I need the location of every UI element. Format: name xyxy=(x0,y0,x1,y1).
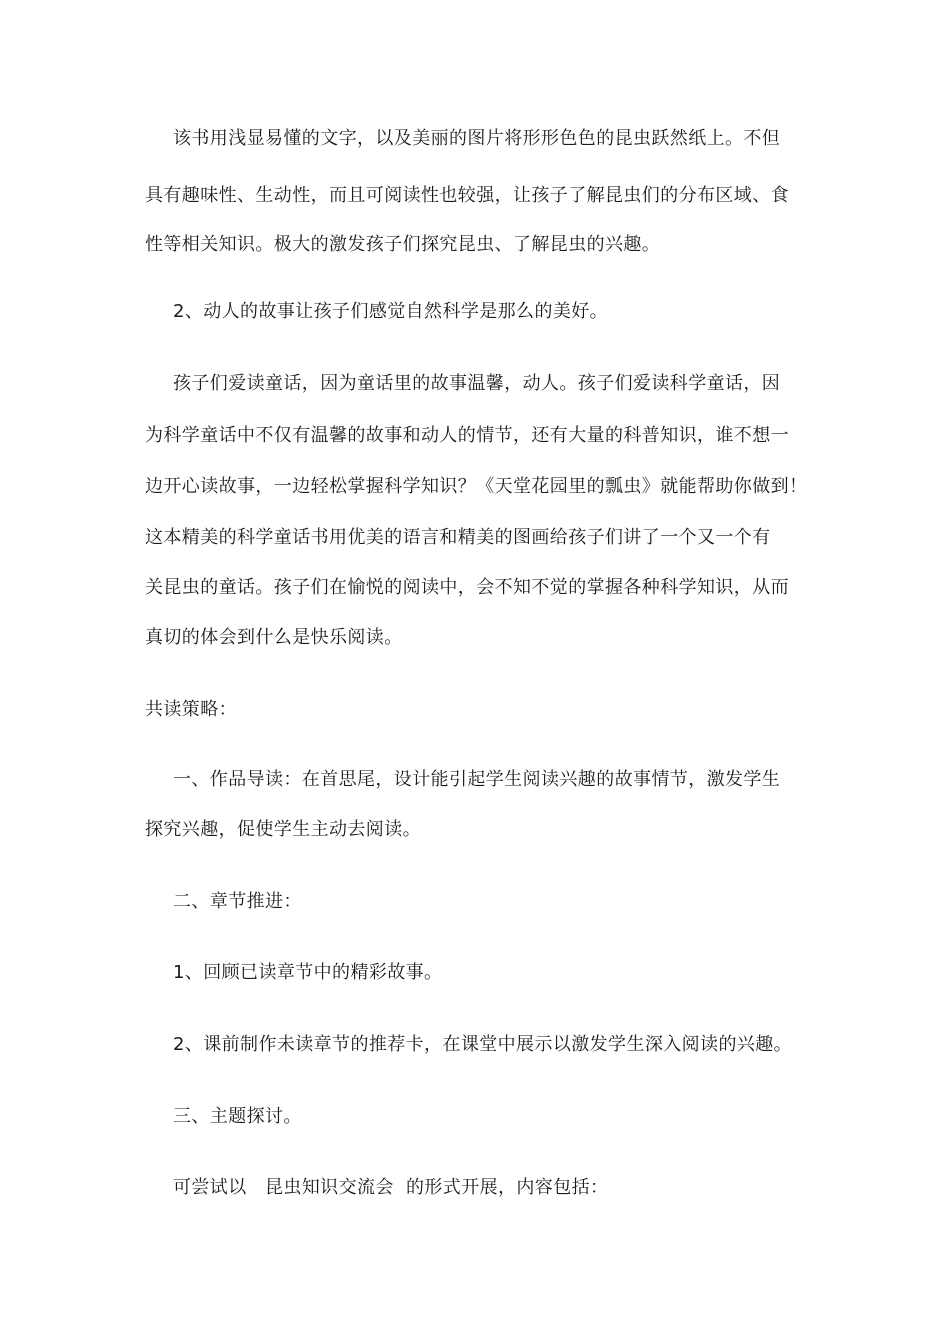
paragraph-3-line-3: 边开心读故事，一边轻松掌握科学知识？《天堂花园里的瓢虫》就能帮助你做到！ xyxy=(145,476,808,497)
heading-chapter-progress: 二、章节推进： xyxy=(173,891,302,912)
paragraph-2: 2、动人的故事让孩子们感觉自然科学是那么的美好。 xyxy=(173,301,609,322)
paragraph-3-line-2: 为科学童话中不仅有温馨的故事和动人的情节，还有大量的科普知识，谁不想一 xyxy=(145,425,789,446)
list-item-1: 1、回顾已读章节中的精彩故事。 xyxy=(173,962,443,983)
paragraph-3-line-1: 孩子们爱读童话，因为童话里的故事温馨，动人。孩子们爱读科学童话，因 xyxy=(173,373,781,394)
list-item-2: 2、课前制作未读章节的推荐卡，在课堂中展示以激发学生深入阅读的兴趣。 xyxy=(173,1034,793,1055)
paragraph-10: 可尝试以 昆虫知识交流会 的形式开展，内容包括： xyxy=(173,1177,609,1198)
paragraph-3-line-5: 关昆虫的童话。孩子们在愉悦的阅读中，会不知不觉的掌握各种科学知识，从而 xyxy=(145,577,789,598)
section-heading-strategy: 共读策略： xyxy=(145,699,237,720)
paragraph-5-line-1: 一、作品导读：在首思尾，设计能引起学生阅读兴趣的故事情节，激发学生 xyxy=(173,769,781,790)
heading-theme-discussion: 三、主题探讨。 xyxy=(173,1106,302,1127)
paragraph-1-line-3: 性等相关知识。极大的激发孩子们探究昆虫、了解昆虫的兴趣。 xyxy=(145,234,661,255)
paragraph-3-line-6: 真切的体会到什么是快乐阅读。 xyxy=(145,627,403,648)
paragraph-5-line-2: 探究兴趣，促使学生主动去阅读。 xyxy=(145,819,421,840)
paragraph-3-line-4: 这本精美的科学童话书用优美的语言和精美的图画给孩子们讲了一个又一个有 xyxy=(145,527,771,548)
paragraph-1-line-2: 具有趣味性、生动性，而且可阅读性也较强，让孩子了解昆虫们的分布区域、食 xyxy=(145,185,789,206)
paragraph-1-line-1: 该书用浅显易懂的文字，以及美丽的图片将形形色色的昆虫跃然纸上。不但 xyxy=(173,128,781,149)
